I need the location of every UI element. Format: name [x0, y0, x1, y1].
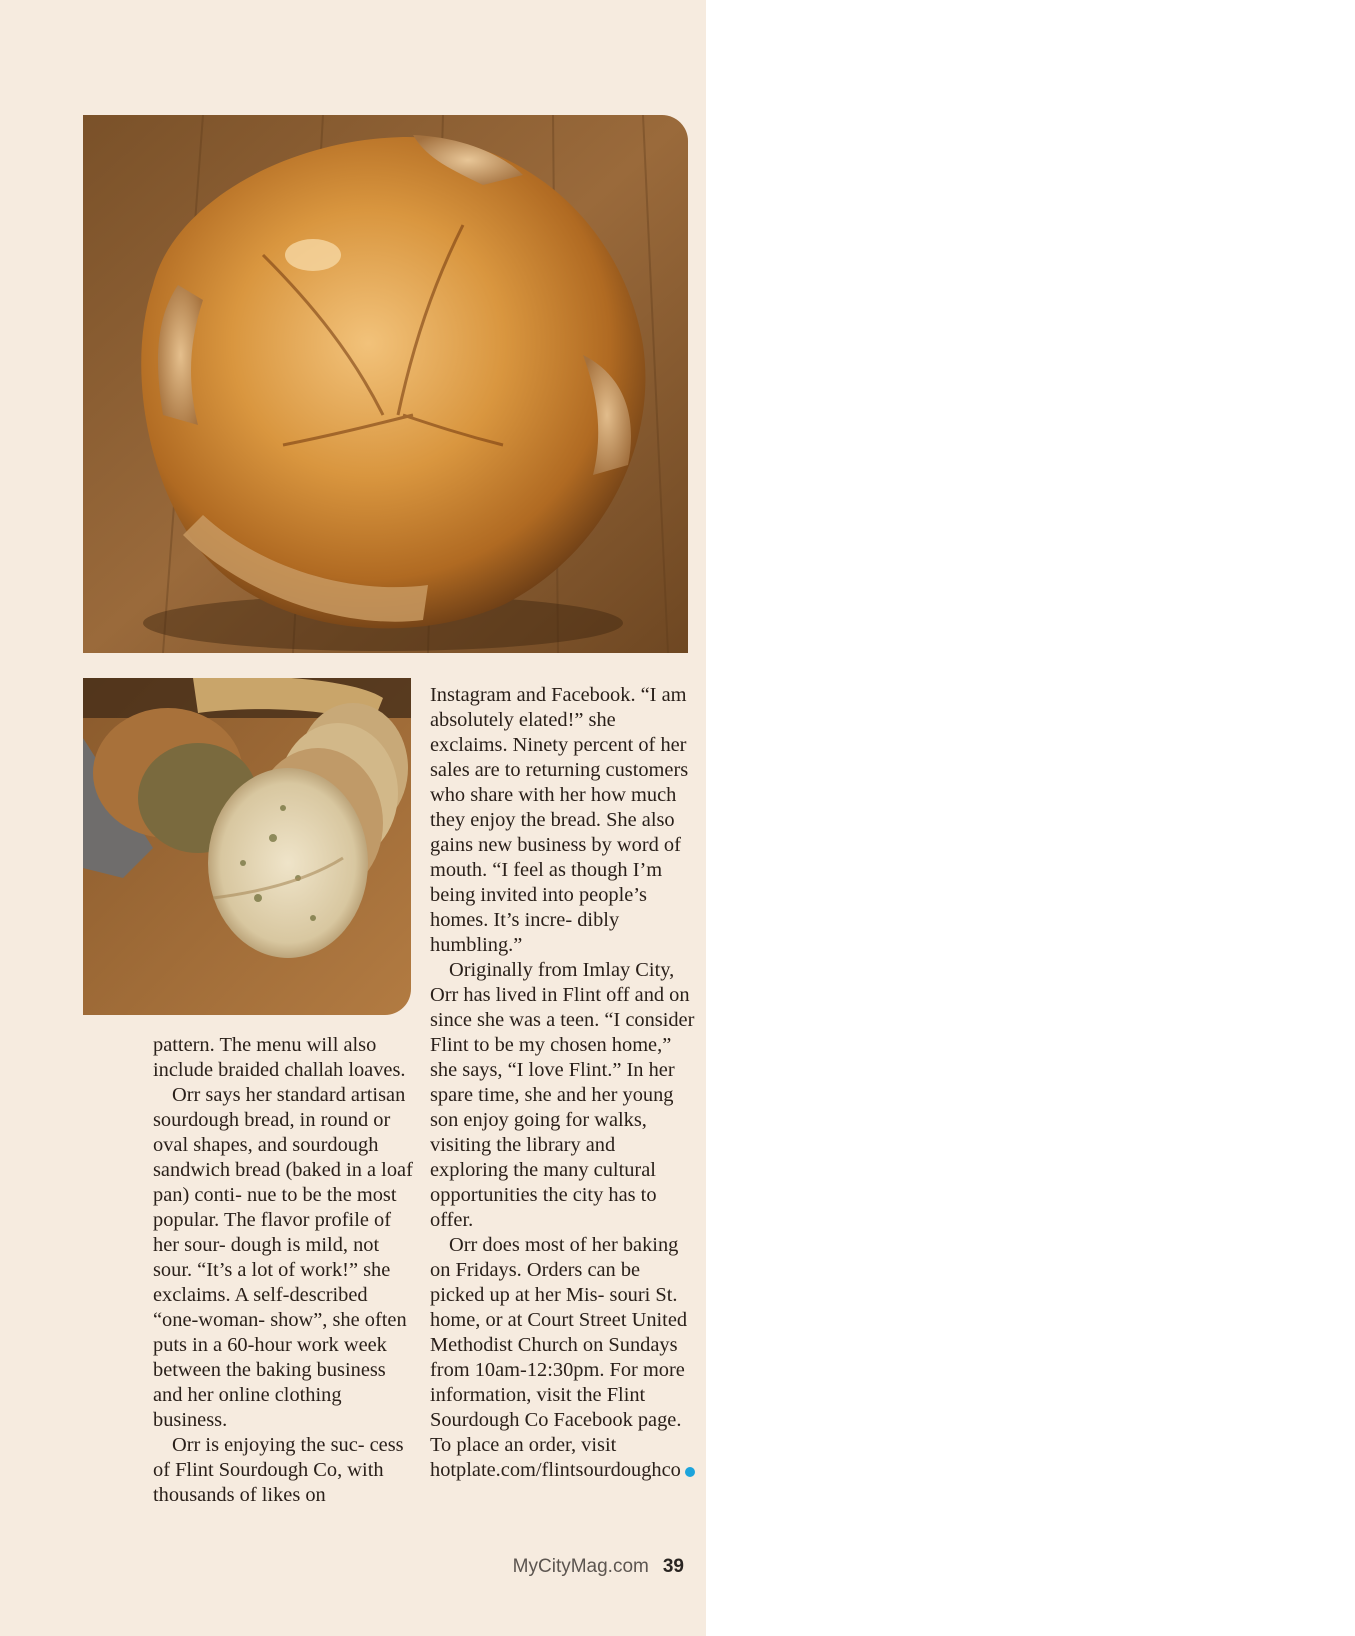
paragraph: pattern. The menu will also include braided challah loaves. — [153, 1034, 406, 1081]
boule-photo-illustration — [83, 115, 688, 653]
herb-loaf-illustration — [83, 678, 411, 1015]
paragraph: Originally from Imlay City, Orr has lived in Flint off and on since she was a teen. “I consider Flint to be my chosen home,” she says, “I love Flint.” In her spare time, she and her young son enjoy going for walks, visiting the library and exploring the many cultural opportunities the city has to offer. — [430, 959, 695, 1231]
article-column-right — [430, 683, 695, 1483]
footer-site: MyCityMag.com — [512, 1556, 649, 1577]
paragraph-final — [430, 1233, 695, 1483]
end-of-article-mark-icon — [685, 1467, 695, 1477]
article-column-left — [153, 1033, 413, 1508]
paragraph: Instagram and Facebook. “I am absolutely elated!” she exclaims. Ninety percent of her sales are to returning customers who share with her how much they enjoy the bread. She also gains new business by word of mouth. “I feel as though I’m being invited into people’s homes. It’s incre- dibly humbling.” — [430, 684, 689, 956]
page-number: 39 — [662, 1556, 684, 1577]
sourdough-boule-photo — [83, 115, 688, 653]
sliced-herb-loaf-photo — [83, 678, 411, 1015]
paragraph: Orr is enjoying the suc- cess of Flint Sourdough Co, with thousands of likes on — [153, 1434, 404, 1506]
paragraph: Orr says her standard artisan sourdough bread, in round or oval shapes, and sourdough sandwich bread (baked in a loaf pan) conti- nue to be the most popular. The flavor profile of her sour- dough is mild, not sour. “It’s a lot of work!” she exclaims. A self-described “one-woman- show”, she often puts in a 60-hour work week between the baking business and her online clothing business. — [153, 1084, 413, 1431]
paragraph-final-text: Orr does most of her baking on Fridays. Orders can be picked up at her Mis- souri St. home, or at Court Street United Methodist Church on Sundays from 10am-12:30pm. For more information, visit the Flint Sourdough Co Facebook page. To place an order, visit hotplate.com/flintsourdoughco — [430, 1234, 688, 1481]
page-footer — [440, 1556, 684, 1578]
